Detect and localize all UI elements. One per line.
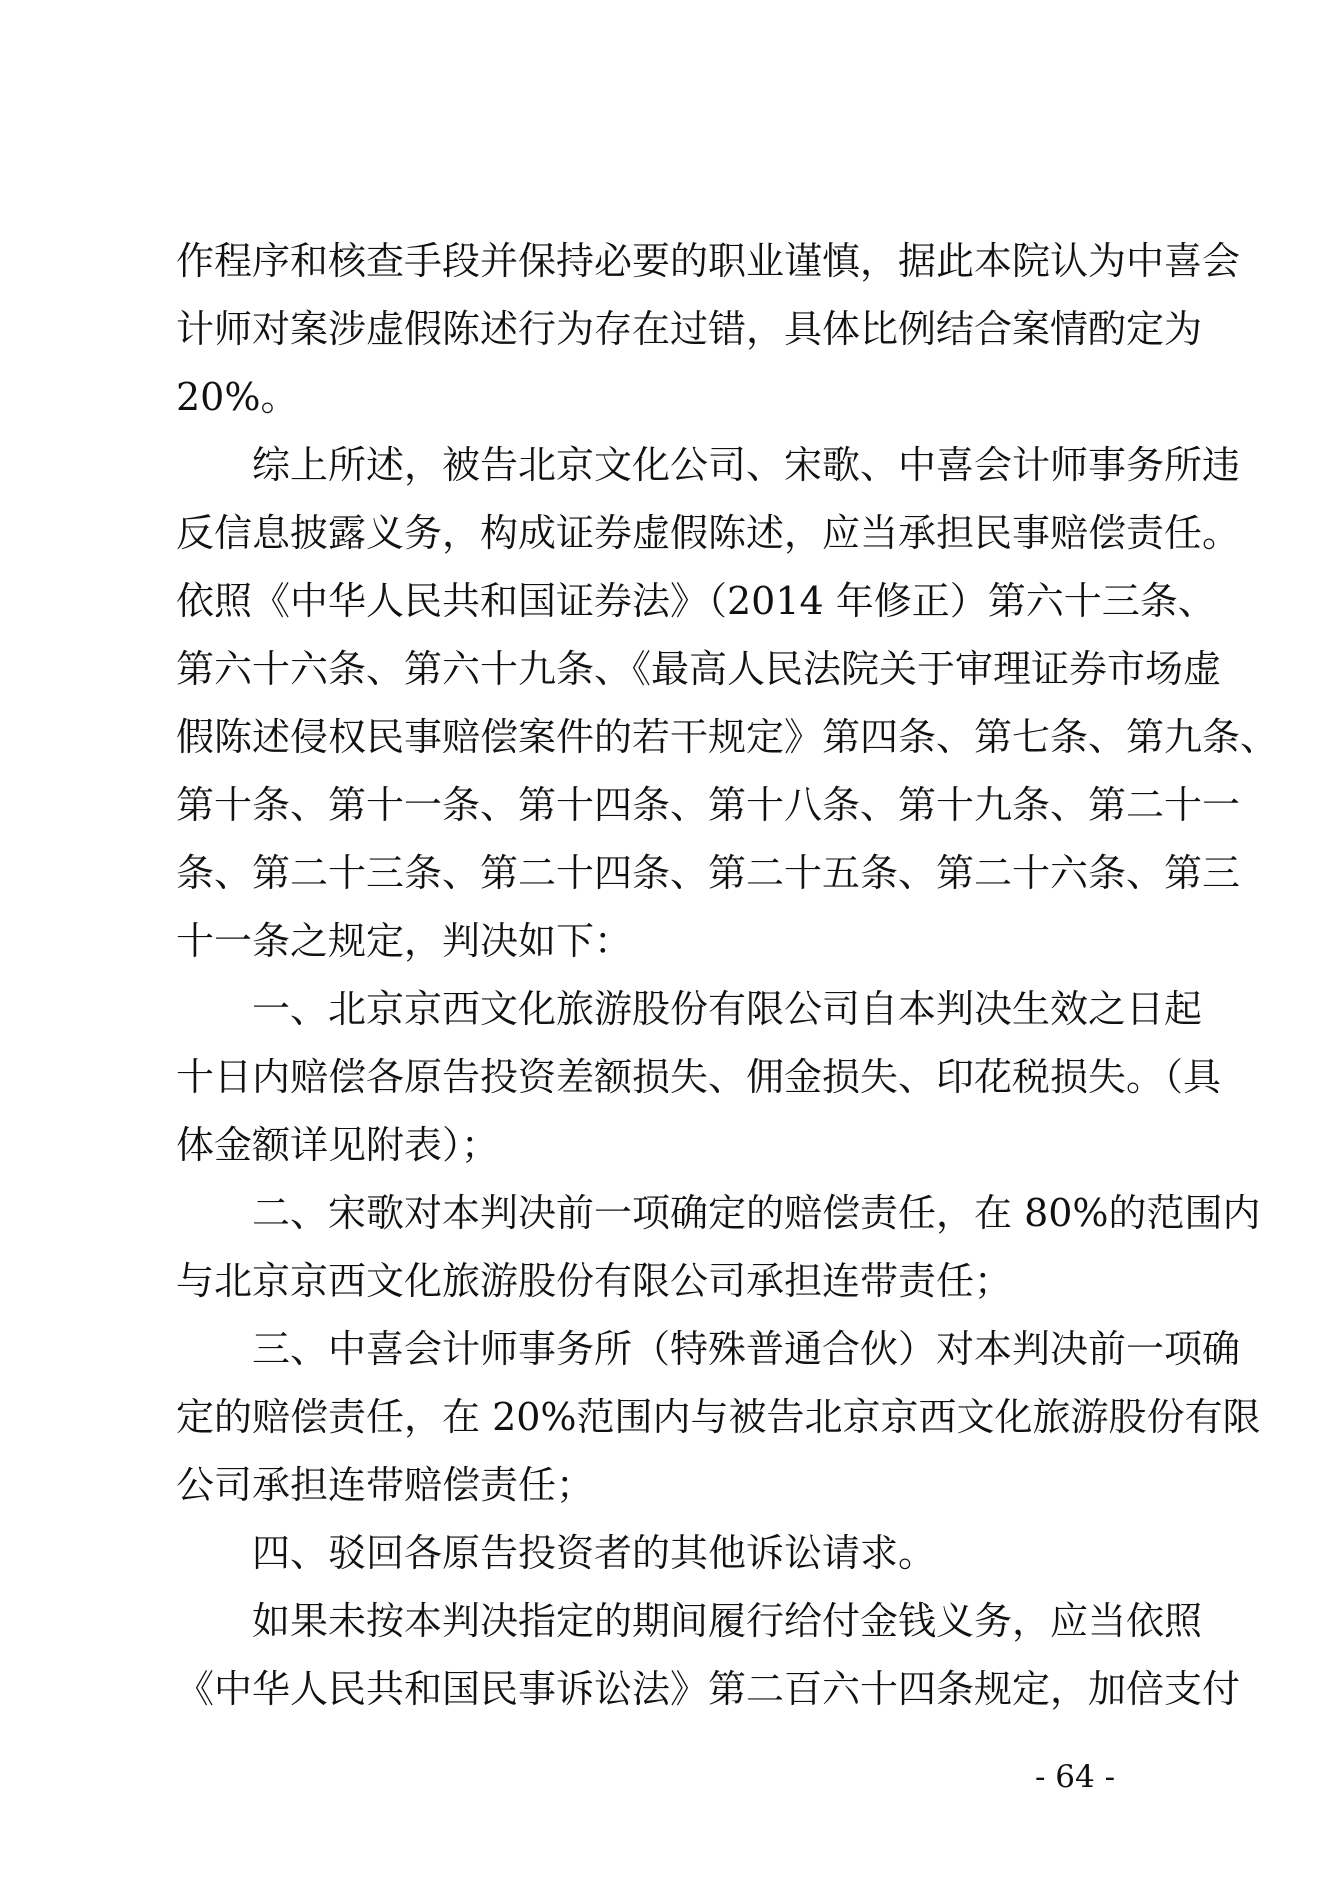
text-line: 第六十六条、第六十九条、《最高人民法院关于审理证券市场虚 — [176, 647, 1222, 691]
text-line: 定的赔偿责任，在 20%范围内与被告北京京西文化旅游股份有限 — [176, 1395, 1261, 1439]
judgment-item-3: 三、中喜会计师事务所（特殊普通合伙）对本判决前一项确 — [252, 1327, 1241, 1371]
text-line: 如果未按本判决指定的期间履行给付金钱义务，应当依照 — [252, 1599, 1203, 1643]
text-line: 十一条之规定，判决如下： — [176, 919, 633, 963]
text-line: 公司承担连带赔偿责任； — [176, 1463, 595, 1507]
judgment-item-1: 一、北京京西文化旅游股份有限公司自本判决生效之日起 — [252, 987, 1203, 1031]
text-line: 计师对案涉虚假陈述行为存在过错，具体比例结合案情酌定为 — [176, 307, 1203, 351]
text-line: 依照《中华人民共和国证券法》（2014 年修正）第六十三条、 — [176, 579, 1216, 623]
text-line: 与北京京西文化旅游股份有限公司承担连带责任； — [176, 1259, 1013, 1303]
page-number: - 64 - — [1034, 1759, 1116, 1795]
judgment-item-4: 四、驳回各原告投资者的其他诉讼请求。 — [252, 1531, 937, 1575]
text-line: 《中华人民共和国民事诉讼法》第二百六十四条规定，加倍支付 — [176, 1667, 1241, 1711]
text-line: 反信息披露义务，构成证券虚假陈述，应当承担民事赔偿责任。 — [176, 511, 1241, 555]
text-line: 体金额详见附表）； — [176, 1123, 500, 1167]
text-line: 作程序和核查手段并保持必要的职业谨慎，据此本院认为中喜会 — [176, 239, 1241, 283]
text-line: 假陈述侵权民事赔偿案件的若干规定》第四条、第七条、第九条、 — [176, 715, 1279, 759]
text-line: 十日内赔偿各原告投资差额损失、佣金损失、印花税损失。（具 — [176, 1055, 1222, 1099]
text-line: 条、第二十三条、第二十四条、第二十五条、第二十六条、第三 — [176, 851, 1241, 895]
text-line: 20%。 — [176, 375, 299, 419]
text-line: 综上所述，被告北京文化公司、宋歌、中喜会计师事务所违 — [252, 443, 1241, 487]
text-line: 第十条、第十一条、第十四条、第十八条、第十九条、第二十一 — [176, 783, 1241, 827]
judgment-item-2: 二、宋歌对本判决前一项确定的赔偿责任，在 80%的范围内 — [252, 1191, 1261, 1235]
